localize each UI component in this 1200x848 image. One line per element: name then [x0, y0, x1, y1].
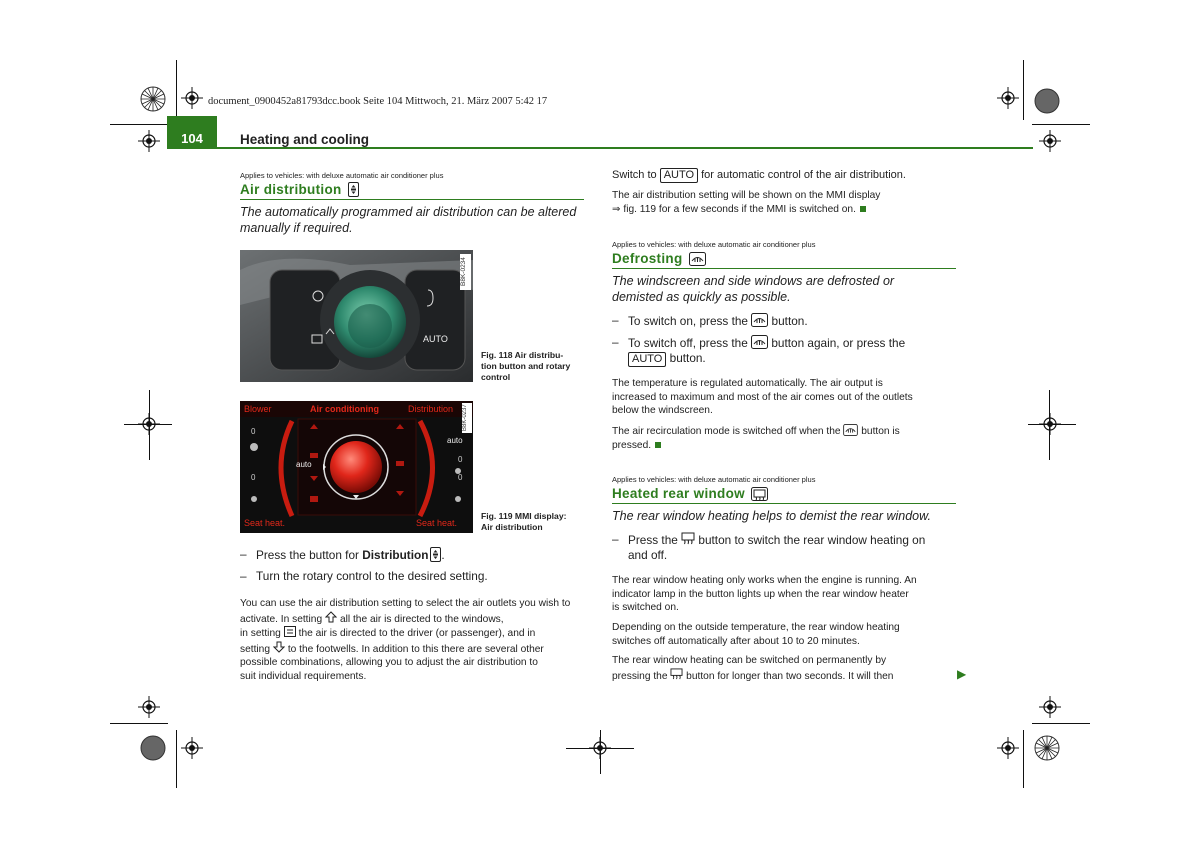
mmi-value: 0 — [251, 427, 256, 436]
mmi-value: 0 — [458, 473, 463, 482]
recirculation-paragraph: The air recirculation mode is switched off when the button is pressed. — [612, 426, 900, 451]
heading-defrosting: Defrosting — [612, 251, 706, 266]
defrost-button-icon — [751, 335, 768, 349]
heading-heated-rear-window: Heated rear window — [612, 486, 768, 501]
defrost-button-icon — [843, 424, 858, 436]
fig-code: B8K-0237 — [462, 403, 472, 433]
gray-circle-mark-icon — [140, 735, 166, 761]
windows-arrow-icon — [325, 611, 337, 623]
fig119-mmi-display — [240, 401, 473, 533]
registration-mark-icon — [138, 696, 160, 718]
auto-off-paragraph: Depending on the outside temperature, the rear window heating switches off automatically after about 10 to 20 minutes. — [612, 622, 900, 647]
step-item: – Press the button for Distribution . — [240, 547, 445, 562]
temperature-paragraph: The temperature is regulated automatically. The air output is increased to maximum and most of the air comes out of the outlets below the windscreen. — [612, 378, 913, 417]
fig118-caption: Fig. 118 Air distribu- tion button and rotary control — [481, 350, 571, 382]
distribution-button-icon — [430, 547, 441, 562]
mmi-screen-graphic — [240, 401, 473, 533]
fig-code: B8K-0234 — [460, 254, 471, 290]
heading-rule — [612, 503, 956, 504]
gray-circle-mark-icon — [1034, 88, 1060, 114]
applies-note: Applies to vehicles: with deluxe automatic air conditioner plus — [612, 240, 816, 249]
defrost-button-icon — [751, 313, 768, 327]
auto-key: AUTO — [660, 168, 698, 183]
mmi-seat-heat-right: Seat heat. — [416, 518, 458, 528]
distribution-button-icon — [348, 182, 359, 197]
registration-mark-icon — [1039, 130, 1061, 152]
applies-note: Applies to vehicles: with deluxe automatic air conditioner plus — [612, 475, 816, 484]
lead-text: The rear window heating helps to demist the rear window. — [612, 509, 931, 523]
defrost-button-icon — [689, 252, 706, 266]
page-number: 104 — [167, 116, 217, 148]
lead-text: The automatically programmed air distribution can be altered manually if required. — [240, 205, 577, 235]
step-item: – Turn the rotary control to the desired setting. — [240, 569, 488, 583]
rear-window-heat-button-icon — [751, 487, 768, 501]
fig119-caption: Fig. 119 MMI display: Air distribution — [481, 511, 567, 532]
mmi-auto-right: auto — [447, 436, 463, 445]
rear-window-heat-icon — [670, 668, 683, 680]
climate-panel-photo — [240, 250, 473, 382]
mmi-value: 0 — [251, 473, 256, 482]
heading-air-distribution: Air distribution — [240, 182, 359, 197]
mmi-auto-left: auto — [296, 460, 312, 469]
continue-arrow-icon[interactable]: ▶ — [957, 667, 967, 681]
driver-vent-icon — [284, 626, 296, 637]
mmi-seat-heat-left: Seat heat. — [244, 518, 286, 528]
starburst-mark-icon — [1034, 735, 1060, 761]
switch-to-auto-text: Switch to AUTO for automatic control of the air distribution. — [612, 169, 906, 181]
end-mark — [655, 442, 661, 448]
heading-rule — [612, 268, 956, 269]
mmi-air-conditioning-label: Air conditioning — [310, 404, 379, 414]
registration-mark-icon — [1039, 696, 1061, 718]
mmi-distribution-label: Distribution — [408, 404, 454, 414]
lead-text: The windscreen and side windows are defrosted or demisted as quickly as possible. — [612, 274, 895, 304]
air-distribution-paragraph: You can use the air distribution setting to select the air outlets you wish to activate. In setting all the air is directed to the windows, in setting the air is directed to the driver (or passenger), and in setting to the footwells. In addition to this there are several other possible combinations, allowing you to adjust the air distribution to suit individual requirements. — [240, 598, 571, 682]
header-rule — [167, 147, 1033, 149]
applies-note: Applies to vehicles: with deluxe automatic air conditioner plus — [240, 171, 444, 180]
footwell-arrow-icon — [273, 641, 285, 653]
end-mark — [860, 206, 866, 212]
step-item: – To switch off, press the button again, or press the AUTO button. — [612, 335, 906, 365]
mmi-blower-label: Blower — [244, 404, 272, 414]
rear-window-paragraph: The rear window heating only works when the engine is running. An indicator lamp in the button lights up when the rear window heater is switched on. — [612, 575, 917, 614]
auto-button-label: AUTO — [423, 334, 448, 344]
mmi-value: 0 — [458, 455, 463, 464]
registration-mark-icon — [181, 87, 203, 109]
section-title: Heating and cooling — [240, 132, 370, 147]
fig118-image — [240, 250, 473, 382]
mmi-note: The air distribution setting will be shown on the MMI display ⇒ fig. 119 for a few seconds if the MMI is switched on. — [612, 190, 881, 215]
registration-mark-icon — [181, 737, 203, 759]
step-item: – Press the button to switch the rear window heating on and off. — [612, 532, 926, 562]
auto-key: AUTO — [628, 352, 666, 367]
registration-mark-icon — [997, 87, 1019, 109]
print-file-line: document_0900452a81793dcc.book Seite 104 Mittwoch, 21. März 2007 5:42 17 — [208, 96, 548, 107]
registration-mark-icon — [997, 737, 1019, 759]
permanent-paragraph: The rear window heating can be switched on permanently by pressing the button for longer than two seconds. It will then — [612, 655, 894, 682]
rear-window-heat-icon — [681, 532, 695, 545]
registration-mark-icon — [138, 130, 160, 152]
step-item: – To switch on, press the button. — [612, 313, 808, 328]
starburst-mark-icon — [140, 86, 166, 112]
heading-rule — [240, 199, 584, 200]
